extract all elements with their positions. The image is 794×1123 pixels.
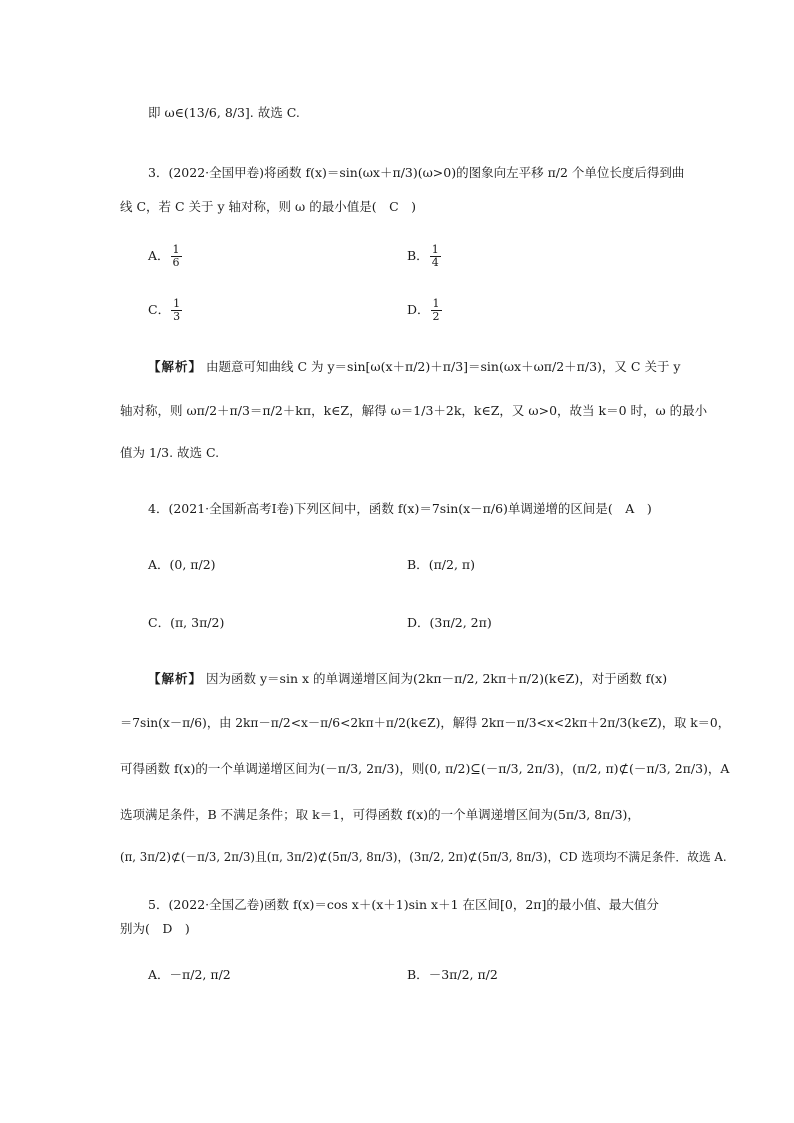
option-label: A． (148, 557, 170, 572)
q4-analysis-line2: ＝7sin(x－π/6)，由 2kπ－π/2<x－π/6<2kπ＋π/2(k∈Z)，解得 2kπ－π/3<x<2kπ＋2π/3(k∈Z)，取 k＝0， (120, 716, 730, 730)
fraction-numerator: 1 (173, 297, 181, 310)
q4-option-a (148, 556, 216, 574)
option-label: B． (407, 967, 429, 982)
option-label: D． (407, 615, 430, 630)
option-label: C． (148, 615, 171, 630)
option-fraction (171, 298, 182, 323)
q4-analysis-line5: (π, 3π/2)⊄(－π/3, 2π/3)且(π, 3π/2)⊄(5π/3, 8π/3)，(3π/2, 2π)⊄(5π/3, 8π/3)，CD 选项均不满足条件．故选 A. (120, 850, 727, 864)
option-text: －π/2, π/2 (169, 967, 231, 982)
fraction-denominator: 4 (431, 256, 439, 269)
q3-analysis-line1 (148, 358, 680, 376)
fraction-denominator: 3 (173, 310, 181, 323)
option-fraction (431, 298, 442, 323)
fraction-denominator: 2 (432, 310, 440, 323)
option-text: (0, π/2) (169, 557, 216, 572)
q4-option-c (148, 614, 224, 632)
option-label: C． (148, 302, 171, 317)
option-text: (π, 3π/2) (170, 615, 225, 630)
analysis-text: 由题意可知曲线 C 为 y＝sin[ω(x＋π/2)＋π/3]＝sin(ωx＋ωπ/2＋π/3)，又 C 关于 y (206, 359, 681, 374)
q4-analysis-line1 (148, 670, 667, 688)
fraction-numerator: 1 (431, 243, 439, 256)
q3-option-b (407, 244, 442, 269)
q3-option-d (407, 298, 443, 323)
option-label: B． (407, 557, 429, 572)
q5-stem-line1: 5．(2022·全国乙卷)函数 f(x)＝cos x＋(x＋1)sin x＋1 在区间[0，2π]的最小值、最大值分 (148, 897, 659, 912)
option-label: A． (148, 967, 170, 982)
q3-analysis-line2: 轴对称，则 ωπ/2＋π/3＝π/2＋kπ，k∈Z，解得 ω＝1/3＋2k，k∈Z，又 ω>0，故当 k＝0 时，ω 的最小 (120, 403, 708, 418)
option-text: (π/2, π) (428, 557, 475, 572)
option-text: －3π/2, π/2 (428, 967, 498, 982)
intro-line: 即 ω∈(13/6, 8/3]. 故选 C. (148, 105, 300, 120)
q5-stem-line2: 别为( D ) (120, 921, 190, 936)
q5-option-a (148, 966, 231, 984)
option-fraction (430, 244, 441, 269)
option-text: (3π/2, 2π) (429, 615, 492, 630)
fraction-numerator: 1 (172, 243, 180, 256)
q3-option-a (148, 244, 183, 269)
q5-option-b (407, 966, 498, 984)
fraction-denominator: 6 (172, 256, 180, 269)
option-label: A． (148, 248, 170, 263)
analysis-tag: 【解析】 (148, 671, 203, 686)
q3-stem-line2: 线 C，若 C 关于 y 轴对称，则 ω 的最小值是( C ) (120, 199, 417, 214)
q4-stem-line1: 4．(2021·全国新高考Ⅰ卷)下列区间中，函数 f(x)＝7sin(x－π/6)单调递增的区间是( A ) (148, 501, 652, 516)
q4-option-d (407, 614, 492, 632)
q4-analysis-line3: 可得函数 f(x)的一个单调递增区间为(－π/3, 2π/3)，则(0, π/2)⊆(－π/3, 2π/3)，(π/2, π)⊄(－π/3, 2π/3)，A (120, 761, 730, 776)
analysis-text: 因为函数 y＝sin x 的单调递增区间为(2kπ－π/2, 2kπ＋π/2)(k∈Z)，对于函数 f(x) (206, 671, 668, 686)
fraction-numerator: 1 (432, 297, 440, 310)
q3-stem-line1: 3．(2022·全国甲卷)将函数 f(x)＝sin(ωx＋π/3)(ω>0)的图象向左平移 π/2 个单位长度后得到曲 (148, 165, 685, 180)
q4-option-b (407, 556, 475, 574)
option-fraction (171, 244, 182, 269)
option-label: D． (407, 302, 430, 317)
q4-analysis-line4: 选项满足条件，B 不满足条件；取 k＝1，可得函数 f(x)的一个单调递增区间为(5π/3, 8π/3)， (120, 807, 640, 822)
option-label: B． (407, 248, 429, 263)
analysis-tag: 【解析】 (148, 359, 203, 374)
q3-analysis-line3: 值为 1/3. 故选 C. (120, 445, 220, 460)
q3-option-c (148, 298, 183, 323)
